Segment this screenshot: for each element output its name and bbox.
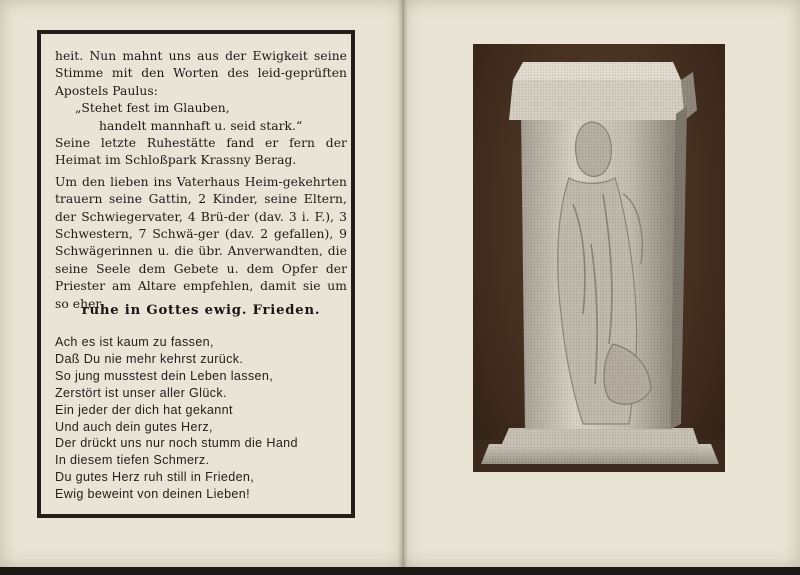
quote-line: handelt mannhaft u. seid stark.“ — [99, 118, 303, 133]
poem — [55, 334, 355, 503]
prose-paragraph: Um den lieben ins Vaterhaus Heim-gekehrten trauern seine Gattin, 2 Kinder, seine Eltern, der Schwiegervater, 4 Brü-der (dav. 3 i. F.), 3 Schwestern, 7 Schwä-ger (dav. 2 gefallen), 9 Schwägerinnen u. die übr. Anverwandten, die seine Seele dem Gebete u. dem Opfer der Priester am Altare empfehlen, damit sie um so eher — [55, 174, 347, 311]
prose-text — [55, 48, 347, 313]
poem-line: Der drückt uns nur noch stumm die Hand — [55, 436, 298, 451]
closing-line: ruhe in Gottes ewig. Frieden. — [81, 303, 321, 318]
card-fold — [398, 0, 408, 567]
poem-line: Und auch dein gutes Herz, — [55, 419, 213, 434]
poem-line: So jung musstest dein Leben lassen, — [55, 368, 274, 383]
halftone-texture — [481, 62, 697, 464]
prose-paragraph: heit. Nun mahnt uns aus der Ewigkeit seine Stimme mit den Worten des leid-geprüften Apostels Paulus: — [55, 49, 347, 98]
memorial-photo — [473, 44, 725, 472]
poem-line: Du gutes Herz ruh still in Frieden, — [55, 470, 255, 485]
poem-line: Ewig beweint von deinen Lieben! — [55, 487, 250, 502]
poem-line: Ein jeder der dich hat gekannt — [55, 402, 233, 417]
quote-line: „Stehet fest im Glauben, — [75, 101, 230, 116]
memorial-sculpture-image — [473, 44, 725, 472]
poem-line: In diesem tiefen Schmerz. — [55, 453, 210, 468]
prose-paragraph: Seine letzte Ruhestätte fand er fern der Heimat im Schloßpark Krassny Berag. — [55, 136, 347, 168]
poem-line: Ach es ist kaum zu fassen, — [55, 335, 214, 349]
poem-line: Daß Du nie mehr kehrst zurück. — [55, 351, 244, 366]
poem-line: Zerstört ist unser aller Glück. — [55, 385, 227, 400]
left-page — [0, 0, 404, 567]
